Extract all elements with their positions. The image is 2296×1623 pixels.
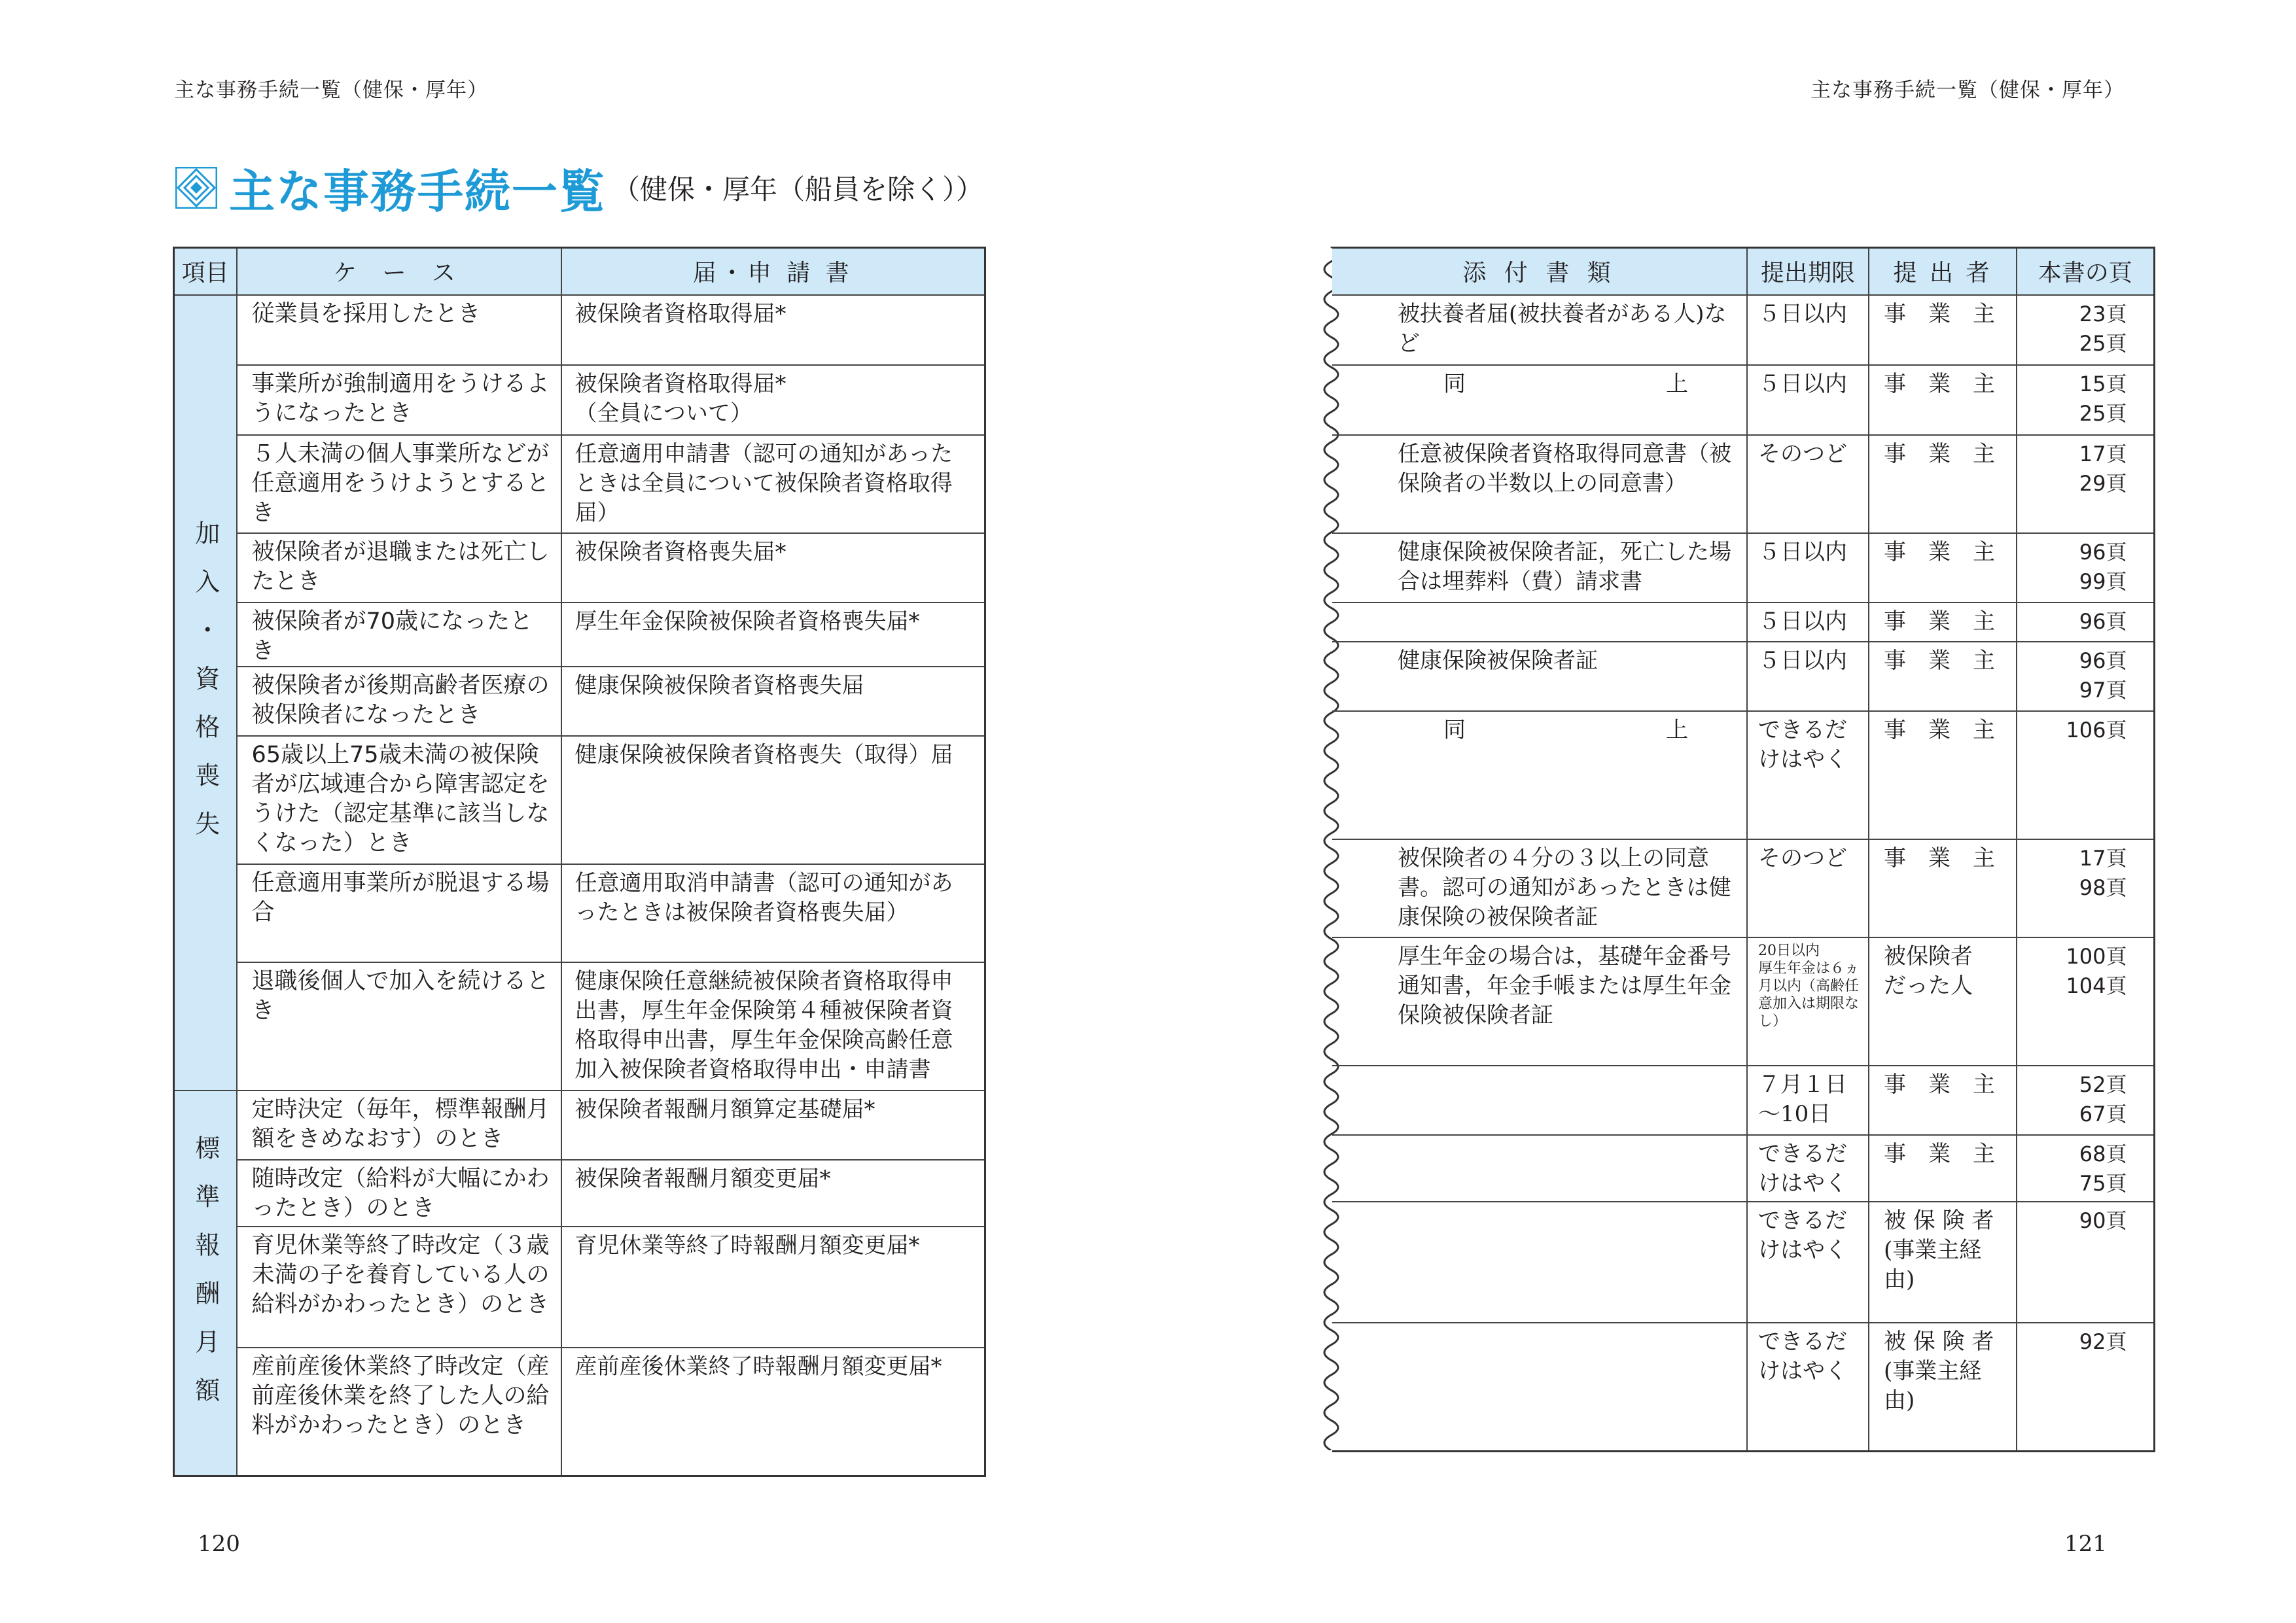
case-cell: 随時改定（給料が大幅にかわったとき）のとき xyxy=(237,1160,561,1227)
submitter-cell: 事 業 主 xyxy=(1869,533,2017,602)
case-cell: 育児休業等終了時改定（３歳未満の子を養育している人の給料がかわったとき）のとき xyxy=(237,1227,561,1348)
attachment-cell: 同 上 xyxy=(1332,711,1747,839)
form-cell: 健康保険被保険者資格喪失届 xyxy=(561,667,985,736)
title-sub: （健保・厚年（船員を除く）） xyxy=(612,173,984,205)
page-ref-cell: 68頁 75頁 xyxy=(2017,1135,2154,1202)
page-ref-cell: 96頁 xyxy=(2017,602,2154,642)
header-case: ケ ー ス xyxy=(237,248,561,295)
attachment-cell: 健康保険被保険者証 xyxy=(1332,642,1747,711)
attachment-cell: 厚生年金の場合は，基礎年金番号通知書，年金手帳または厚生年金保険被保険者証 xyxy=(1332,937,1747,1066)
attachment-cell xyxy=(1332,1066,1747,1135)
page-ref-cell: 96頁 97頁 xyxy=(2017,642,2154,711)
form-cell: 健康保険被保険者資格喪失（取得）届 xyxy=(561,736,985,864)
attachment-cell xyxy=(1332,1135,1747,1202)
page-ref-cell: 23頁 25頁 xyxy=(2017,295,2154,365)
form-cell: 被保険者報酬月額算定基礎届* xyxy=(561,1091,985,1160)
header-attachment: 添 付 書 類 xyxy=(1332,248,1747,295)
submitter-cell: 被 保 険 者 (事業主経由) xyxy=(1869,1202,2017,1323)
submitter-cell: 被保険者 だった人 xyxy=(1869,937,2017,1066)
page-ref-cell: 17頁 29頁 xyxy=(2017,435,2154,533)
case-cell: 被保険者が後期高齢者医療の被保険者になったとき xyxy=(237,667,561,736)
page-number-right: 121 xyxy=(2064,1531,2107,1557)
case-cell: 従業員を採用したとき xyxy=(237,295,561,365)
deadline-cell: ５日以内 xyxy=(1747,365,1869,435)
page-ref-cell: 100頁 104頁 xyxy=(2017,937,2154,1066)
page-ref-cell: 96頁 99頁 xyxy=(2017,533,2154,602)
form-cell: 任意適用取消申請書（認可の通知があったときは被保険者資格喪失届） xyxy=(561,864,985,962)
submitter-cell: 被 保 険 者 (事業主経由) xyxy=(1869,1323,2017,1452)
attachment-cell xyxy=(1332,1202,1747,1323)
submitter-cell: 事 業 主 xyxy=(1869,295,2017,365)
page-ref-cell: 90頁 xyxy=(2017,1202,2154,1323)
page-ref-cell: 15頁 25頁 xyxy=(2017,365,2154,435)
running-header-right: 主な事務手続一覧（健保・厚年） xyxy=(1810,79,2125,102)
attachment-cell: 被扶養者届(被扶養者がある人)など xyxy=(1332,295,1747,365)
form-cell: 任意適用申請書（認可の通知があったときは全員について被保険者資格取得届） xyxy=(561,435,985,533)
running-header-left: 主な事務手続一覧（健保・厚年） xyxy=(174,79,488,102)
form-cell: 被保険者資格喪失届* xyxy=(561,533,985,602)
submitter-cell: 事 業 主 xyxy=(1869,1135,2017,1202)
submitter-cell: 事 業 主 xyxy=(1869,365,2017,435)
form-cell: 被保険者資格取得届* xyxy=(561,295,985,365)
case-cell: 産前産後休業終了時改定（産前産後休業を終了した人の給料がかわったとき）のとき xyxy=(237,1348,561,1476)
procedures-table-left xyxy=(173,247,986,1477)
deadline-cell: ５日以内 xyxy=(1747,533,1869,602)
deadline-cell: ５日以内 xyxy=(1747,642,1869,711)
deadline-cell: ７月１日 ～10日 xyxy=(1747,1066,1869,1135)
case-cell: 65歳以上75歳未満の被保険者が広域連合から障害認定をうけた（認定基準に該当しなくなった）とき xyxy=(237,736,561,864)
case-cell: 被保険者が退職または死亡したとき xyxy=(237,533,561,602)
deadline-cell: できるだけはやく xyxy=(1747,1323,1869,1452)
attachment-cell xyxy=(1332,602,1747,642)
attachment-cell xyxy=(1332,1323,1747,1452)
page-ref-cell: 17頁 98頁 xyxy=(2017,839,2154,937)
deadline-cell: できるだけはやく xyxy=(1747,1202,1869,1323)
attachment-cell: 同 上 xyxy=(1332,365,1747,435)
form-cell: 育児休業等終了時報酬月額変更届* xyxy=(561,1227,985,1348)
submitter-cell: 事 業 主 xyxy=(1869,642,2017,711)
submitter-cell: 事 業 主 xyxy=(1869,602,2017,642)
deadline-cell: できるだけはやく xyxy=(1747,711,1869,839)
case-cell: 任意適用事業所が脱退する場合 xyxy=(237,864,561,962)
header-deadline: 提出期限 xyxy=(1747,248,1869,295)
header-page: 本書の頁 xyxy=(2017,248,2154,295)
deadline-cell: そのつど xyxy=(1747,435,1869,533)
attachment-cell: 被保険者の４分の３以上の同意書。認可の通知があったときは健康保険の被保険者証 xyxy=(1332,839,1747,937)
deadline-cell: できるだけはやく xyxy=(1747,1135,1869,1202)
case-cell: 事業所が強制適用をうけるようになったとき xyxy=(237,365,561,435)
deadline-cell: ５日以内 xyxy=(1747,602,1869,642)
form-cell: 厚生年金保険被保険者資格喪失届* xyxy=(561,602,985,667)
form-cell: 健康保険任意継続被保険者資格取得申出書，厚生年金保険第４種被保険者資格取得申出書，厚生年金保険高齢任意加入被保険者資格取得申出・申請書 xyxy=(561,962,985,1091)
header-submitter: 提 出 者 xyxy=(1869,248,2017,295)
page-ref-cell: 52頁 67頁 xyxy=(2017,1066,2154,1135)
deadline-cell: ５日以内 xyxy=(1747,295,1869,365)
deadline-cell: そのつど xyxy=(1747,839,1869,937)
page-ref-cell: 92頁 xyxy=(2017,1323,2154,1452)
form-cell: 産前産後休業終了時報酬月額変更届* xyxy=(561,1348,985,1476)
submitter-cell: 事 業 主 xyxy=(1869,839,2017,937)
procedures-table-right xyxy=(1332,247,2155,1452)
title-main: 主な事務手続一覧 xyxy=(229,164,606,218)
header-form: 届・申 請 書 xyxy=(561,248,985,295)
form-cell: 被保険者資格取得届* （全員について） xyxy=(561,365,985,435)
deadline-cell: 20日以内 厚生年金は６ヵ月以内（高齢任意加入は期限なし） xyxy=(1747,937,1869,1066)
submitter-cell: 事 業 主 xyxy=(1869,1066,2017,1135)
header-item: 項目 xyxy=(174,248,237,295)
attachment-cell: 健康保険被保険者証，死亡した場合は埋葬料（費）請求書 xyxy=(1332,533,1747,602)
case-cell: 定時決定（毎年，標準報酬月額をきめなおす）のとき xyxy=(237,1091,561,1160)
category-standard-remuneration: 標準報酬月額 xyxy=(174,1091,237,1476)
case-cell: ５人未満の個人事業所などが任意適用をうけようとするとき xyxy=(237,435,561,533)
page-title xyxy=(175,158,983,217)
diamond-icon xyxy=(175,167,217,209)
page-number-left: 120 xyxy=(198,1531,240,1557)
submitter-cell: 事 業 主 xyxy=(1869,435,2017,533)
submitter-cell: 事 業 主 xyxy=(1869,711,2017,839)
page-ref-cell: 106頁 xyxy=(2017,711,2154,839)
form-cell: 被保険者報酬月額変更届* xyxy=(561,1160,985,1227)
category-enrollment: 加入・資格喪失 xyxy=(174,295,237,1091)
attachment-cell: 任意被保険者資格取得同意書（被保険者の半数以上の同意書） xyxy=(1332,435,1747,533)
case-cell: 退職後個人で加入を続けるとき xyxy=(237,962,561,1091)
case-cell: 被保険者が70歳になったとき xyxy=(237,602,561,667)
